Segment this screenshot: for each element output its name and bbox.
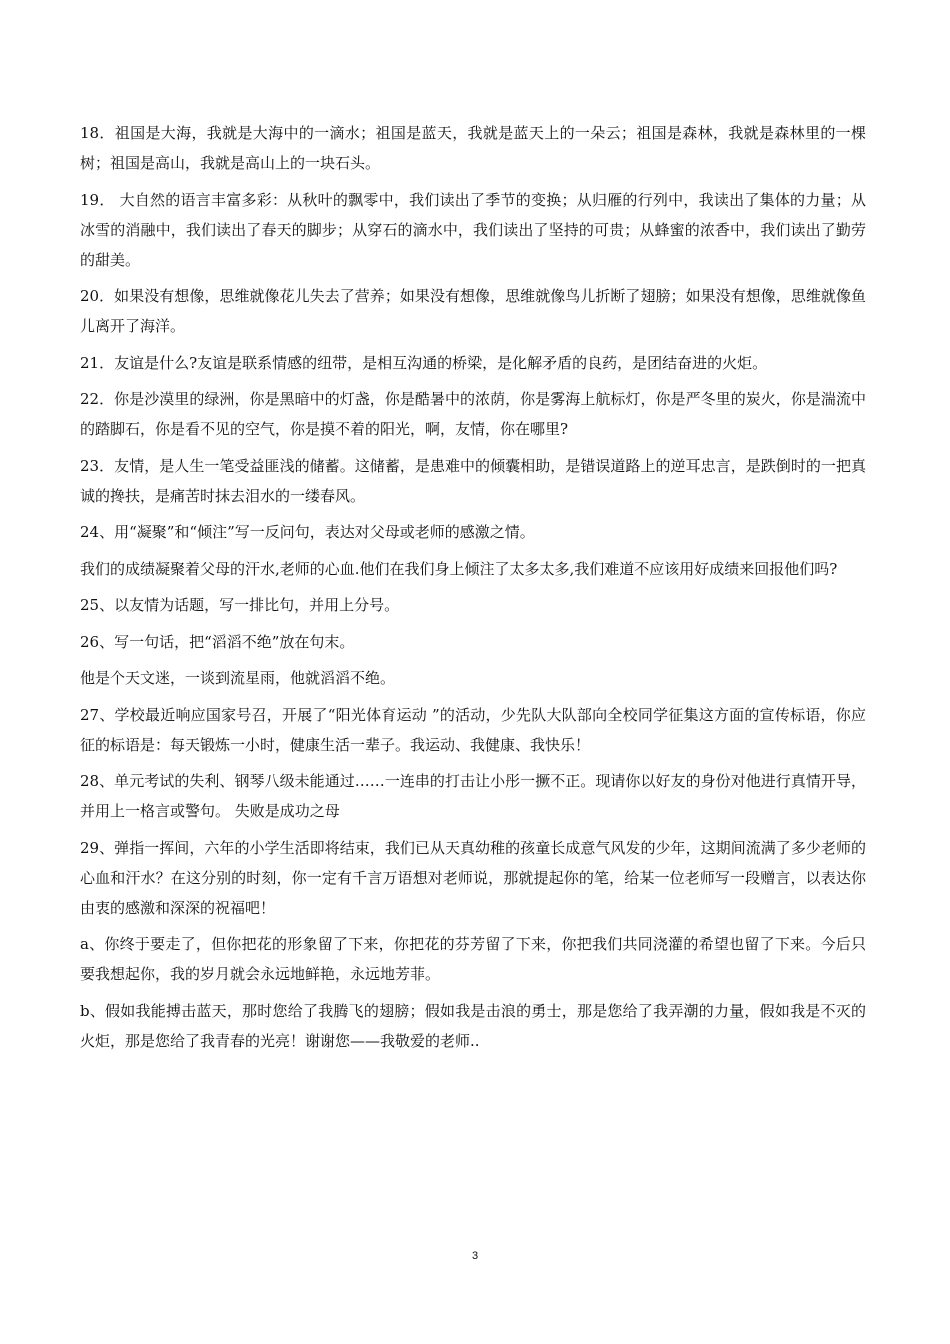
question-28: 28、单元考试的失利、钢琴八级未能通过……一连串的打击让小彤一撅不正。现请你以好友的身份对他进行真情开导，并用上一格言或警句。 失败是成功之母 xyxy=(80,772,866,820)
answer-26: 他是个天文迷，一谈到流星雨，他就滔滔不绝。 xyxy=(80,669,396,687)
answer-29-b: b、假如我能搏击蓝天，那时您给了我腾飞的翅膀；假如我是击浪的勇士，那是您给了我弄潮的力量，假如我是不灭的火炬，那是您给了我青春的光亮！谢谢您——我敬爱的老师.. xyxy=(80,1001,866,1050)
page-number: 3 xyxy=(471,1250,479,1262)
question-26: 26、写一句话，把“滔滔不绝”放在句末。 xyxy=(80,632,355,651)
question-29: 29、弹指一挥间，六年的小学生活即将结束，我们已从天真幼稚的孩童长成意气风发的少年，这期间流满了多少老师的心血和汗水？在这分别的时刻，你一定有千言万语想对老师说，那就提起你的笔，给某一位老师写一段赠言，以表达你由衷的感激和深深的祝福吧！ xyxy=(80,838,866,917)
question-25: 25、以友情为话题，写一排比句，并用上分号。 xyxy=(80,596,400,614)
paragraph-22: 22．你是沙漠里的绿洲，你是黑暗中的灯盏，你是酷暑中的浓荫，你是雾海上航标灯，你是严冬里的炭火，你是湍流中的踏脚石，你是看不见的空气，你是摸不着的阳光，啊，友情，你在哪里? xyxy=(80,390,866,438)
question-27: 27、学校最近响应国家号召，开展了“阳光体育运动 ”的活动，少先队大队部向全校同学征集这方面的宣传标语，你应征的标语是：每天锻炼一小时，健康生活一辈子。我运动、我健康、我快乐！ xyxy=(80,705,866,754)
question-24: 24、用“凝聚”和“倾注”写一反问句，表达对父母或老师的感激之情。 xyxy=(80,523,535,541)
paragraph-23: 23．友情，是人生一笔受益匪浅的储蓄。这储蓄，是患难中的倾囊相助，是错误道路上的逆耳忠言，是跌倒时的一把真诚的搀扶，是痛苦时抹去泪水的一缕春风。 xyxy=(80,456,866,505)
paragraph-21: 21．友谊是什么?友谊是联系情感的纽带，是相互沟通的桥梁，是化解矛盾的良药，是团结奋进的火炬。 xyxy=(80,353,768,372)
paragraph-20: 20．如果没有想像，思维就像花儿失去了营养；如果没有想像，思维就像鸟儿折断了翅膀；如果没有想像，思维就像鱼儿离开了海洋。 xyxy=(80,287,866,335)
paragraph-18: 18．祖国是大海，我就是大海中的一滴水；祖国是蓝天，我就是蓝天上的一朵云；祖国是森林，我就是森林里的一棵树；祖国是高山，我就是高山上的一块石头。 xyxy=(80,124,866,172)
paragraph-19: 19． 大自然的语言丰富多彩：从秋叶的飘零中，我们读出了季节的变换；从归雁的行列中，我读出了集体的力量；从冰雪的消融中，我们读出了春天的脚步；从穿石的滴水中，我们读出了坚持的可贵；从蜂蜜的浓香中，我们读出了勤劳的甜美。 xyxy=(80,190,866,269)
answer-29-a: a、你终于要走了，但你把花的形象留了下来，你把花的芬芳留了下来，你把我们共同浇灌的希望也留了下来。今后只要我想起你，我的岁月就会永远地鲜艳，永远地芳菲。 xyxy=(80,935,866,983)
answer-24: 我们的成绩凝聚着父母的汗水,老师的心血.他们在我们身上倾注了太多太多,我们难道不应该用好成绩来回报他们吗? xyxy=(80,559,838,578)
document-body xyxy=(80,118,866,1056)
